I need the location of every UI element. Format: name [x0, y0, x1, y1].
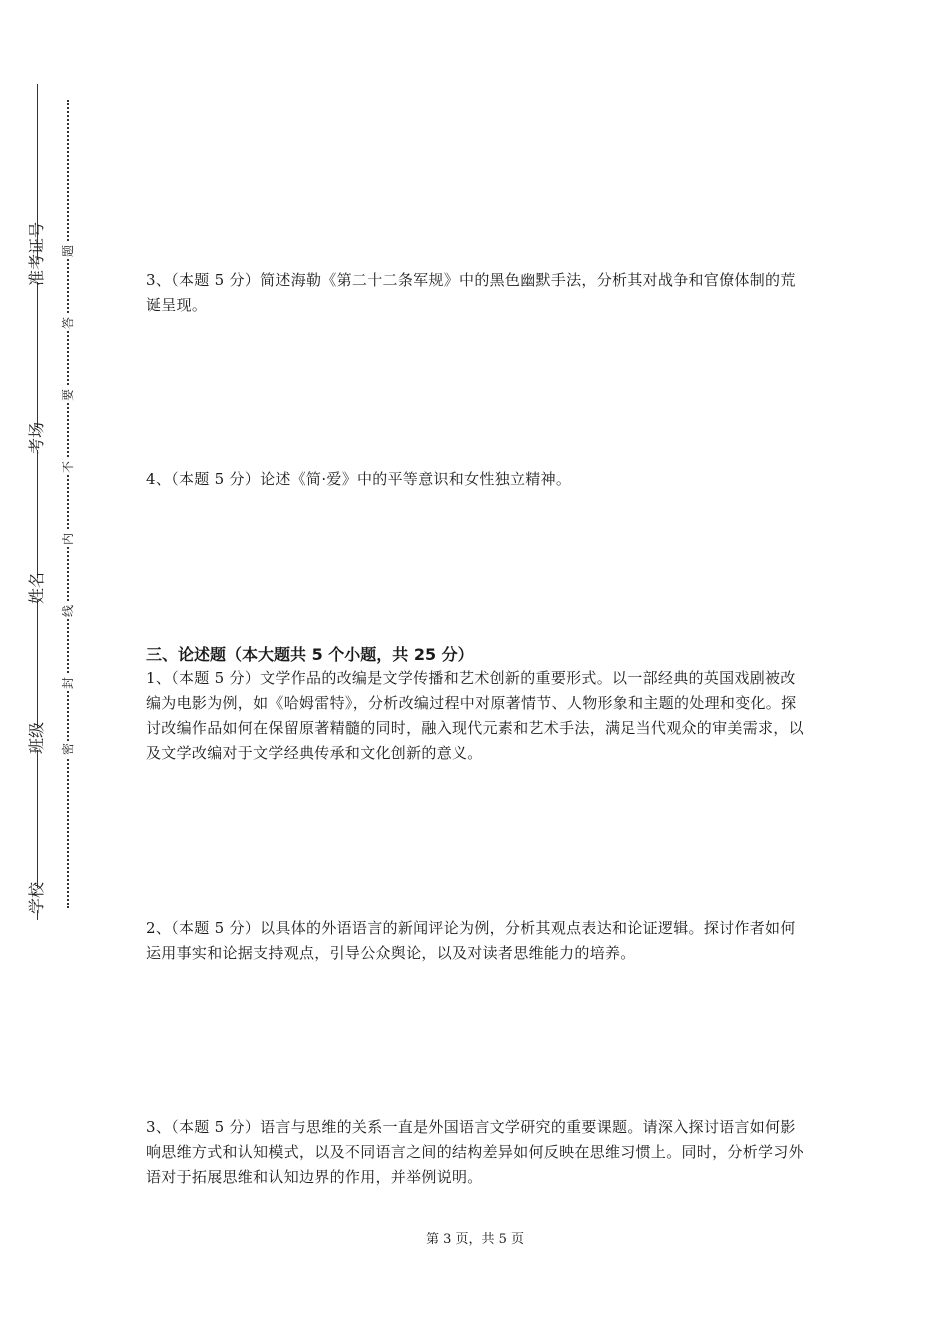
- section-heading: 三、论述题（本大题共 5 个小题，共 25 分）: [146, 645, 474, 664]
- seal-char: 答: [61, 317, 75, 330]
- field-label-class: 班级: [22, 728, 52, 750]
- field-label-exam-id: 准考证号: [22, 260, 52, 282]
- question-item: 1、（本题 5 分）文学作品的改编是文学传播和艺术创新的重要形式。以一部经典的英国戏剧被改编为电影为例，如《哈姆雷特》，分析改编过程中对原著情节、人物形象和主题的处理和变化。探讨改编作品如何在保留原著精髓的同时，融入现代元素和艺术手法，满足当代观众的审美需求，以及文学改编对于文学经典传承和文化创新的意义。: [146, 669, 804, 762]
- seal-char: 题: [61, 245, 75, 258]
- seal-char: 线: [61, 605, 75, 618]
- question-item: 4、（本题 5 分）论述《简·爱》中的平等意识和女性独立精神。: [146, 470, 572, 488]
- field-label-exam-room: 考场: [22, 428, 52, 450]
- seal-char: 内: [61, 533, 75, 546]
- field-label-school: 学校: [22, 888, 52, 910]
- question-item: 3、（本题 5 分）语言与思维的关系一直是外国语言文学研究的重要课题。请深入探讨语言如何影响思维方式和认知模式，以及不同语言之间的结构差异如何反映在思维习惯上。同时，分析学习外语对于拓展思维和认知边界的作用，并举例说明。: [146, 1118, 804, 1186]
- seal-char: 要: [61, 389, 75, 402]
- seal-char: 封: [61, 677, 75, 690]
- seal-char: 不: [61, 461, 75, 474]
- field-label-name: 姓名: [22, 578, 52, 600]
- page-number: 第 3 页，共 5 页: [425, 1232, 525, 1247]
- binding-solid-line: [37, 84, 38, 920]
- question-item: 2、（本题 5 分）以具体的外语语言的新闻评论为例，分析其观点表达和论证逻辑。探讨作者如何运用事实和论据支持观点，引导公众舆论，以及对读者思维能力的培养。: [146, 919, 796, 962]
- binding-dotted-line: [67, 100, 69, 908]
- question-item: 3、（本题 5 分）简述海勒《第二十二条军规》中的黑色幽默手法，分析其对战争和官僚体制的荒诞呈现。: [146, 271, 796, 314]
- seal-char: 密: [61, 743, 75, 756]
